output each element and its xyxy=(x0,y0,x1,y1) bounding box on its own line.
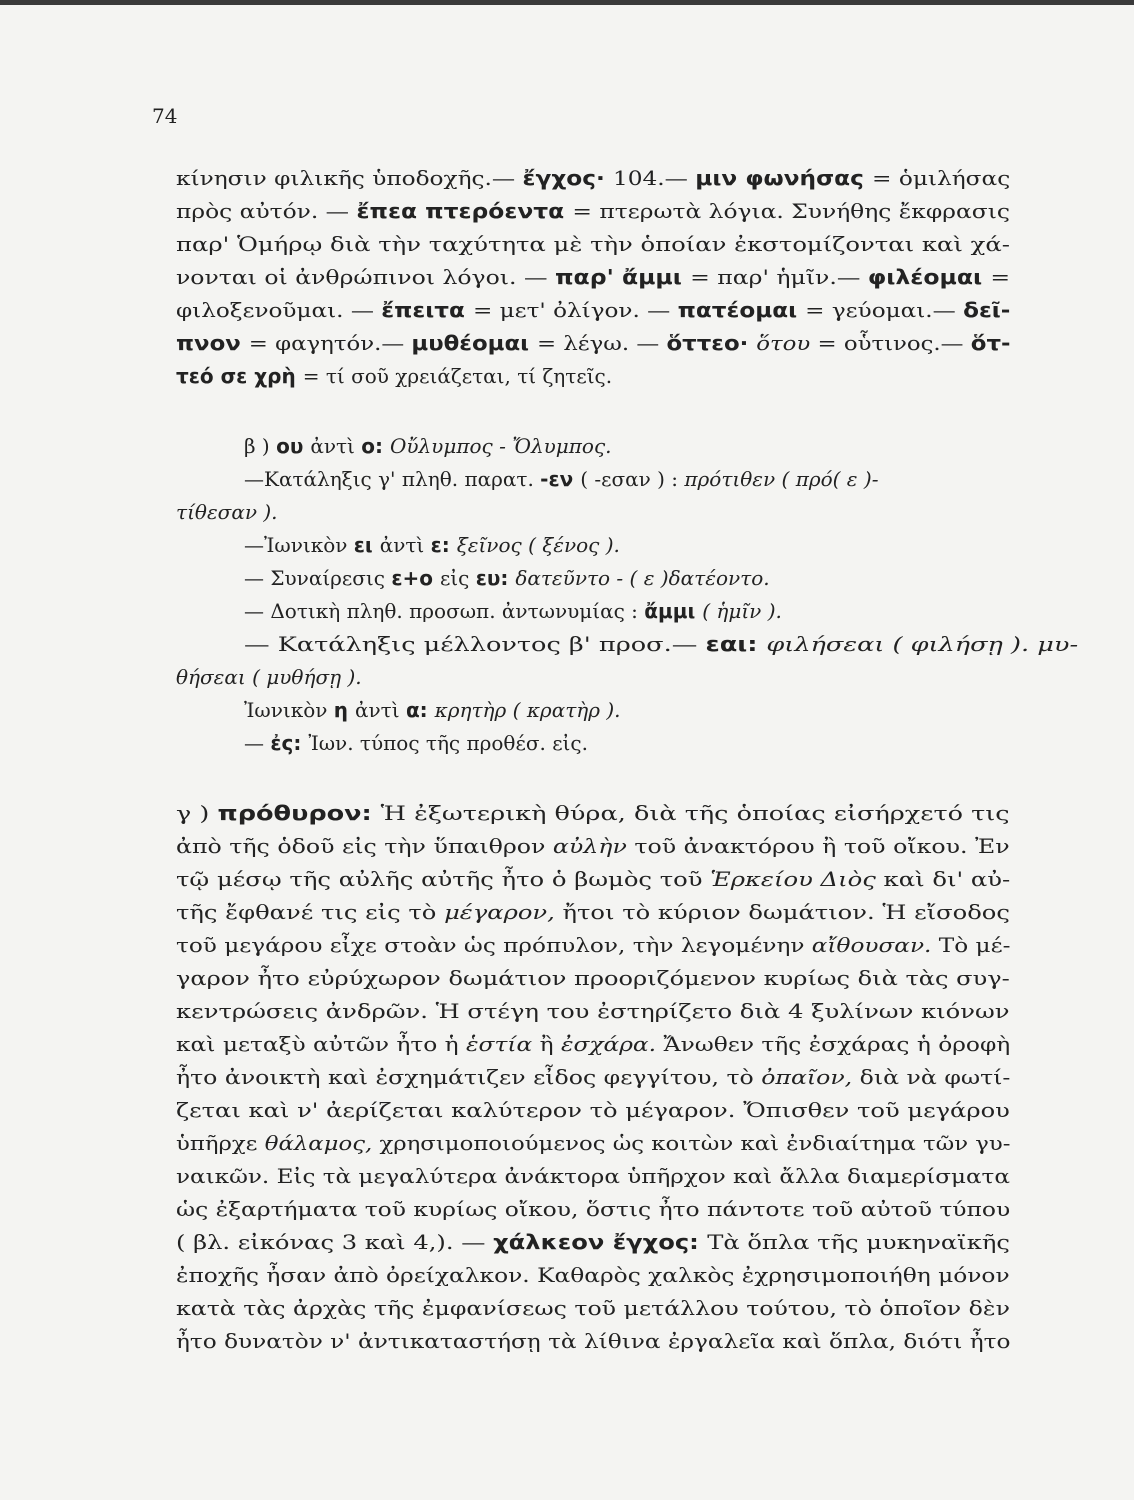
text-run: ὡς ἐξαρτήματα τοῦ κυρίως οἴκου, ὅστις ἦτο πάντοτε τοῦ αὐτοῦ τύπου xyxy=(176,1197,1011,1221)
text-run: = γεύομαι.— xyxy=(805,298,964,322)
text-run: Τὸ μέ- xyxy=(938,933,1011,957)
text-run: φιλοξενοῦμαι. — xyxy=(176,298,382,322)
text-run: Ἡ ἐξωτερικὴ θύρα, διὰ τῆς ὁποίας εἰσήρχετό τις xyxy=(380,801,1010,825)
italic-term: τίθεσαν ). xyxy=(176,500,278,524)
italic-term: θάλαμος, xyxy=(264,1131,380,1155)
text-run: γ ) xyxy=(176,801,218,825)
text-line xyxy=(176,1327,1010,1355)
text-run: κίνησιν φιλικῆς ὑποδοχῆς.— xyxy=(176,166,523,190)
italic-term: θήσεαι ( μυθήσῃ ). xyxy=(176,665,362,689)
text-line xyxy=(176,1195,1010,1223)
text-run: πρὸς αὐτόν. — xyxy=(176,199,357,223)
italic-term: Οὔλυμπος - Ὄλυμπος. xyxy=(389,434,612,458)
text-run: —Ἰωνικὸν xyxy=(244,533,354,557)
text-line xyxy=(176,197,1010,225)
text-run: = λέγω. — xyxy=(536,331,667,355)
text-run: τοῦ ἀνακτόρου ἢ τοῦ οἴκου. Ἐν xyxy=(634,834,1010,858)
page-number: 74 xyxy=(152,104,178,128)
text-line xyxy=(176,296,1010,324)
bold-term: ε+ο xyxy=(391,566,440,590)
text-line xyxy=(176,362,612,390)
bold-term: α: xyxy=(405,698,435,722)
text-run: ἦτο ἀνοικτὴ καὶ ἐσχημάτιζεν εἶδος φεγγίτου, τὸ xyxy=(176,1065,762,1089)
text-run: 104.— xyxy=(612,166,696,190)
text-run: Τὰ ὅπλα τῆς μυκηναϊκῆς xyxy=(707,1230,1010,1254)
italic-term: ἑστία xyxy=(466,1032,540,1056)
text-line xyxy=(176,997,1010,1025)
text-line xyxy=(176,799,1010,827)
text-run: ( -εσαν ) : xyxy=(580,467,685,491)
scan-top-edge xyxy=(0,0,1134,5)
text-run: — Κατάληξις μέλλοντος β' προσ.— xyxy=(244,632,706,656)
text-run: ἀντὶ xyxy=(310,434,362,458)
bold-term: παρ' ἄμμι xyxy=(554,265,691,289)
text-run: τοῦ μεγάρου εἶχε στοὰν ὡς πρόπυλον, τὴν λεγομένην xyxy=(176,933,812,957)
text-line xyxy=(176,964,1010,992)
text-run: τῷ μέσῳ τῆς αὐλῆς αὐτῆς ἦτο ὁ βωμὸς τοῦ xyxy=(176,867,711,891)
text-line xyxy=(176,329,1010,357)
text-run: β ) xyxy=(244,434,277,458)
italic-term: ( ἡμῖν ). xyxy=(702,599,782,623)
text-run: χρησιμοποιούμενος ὡς κοιτὼν καὶ ἐνδιαίτημα τῶν γυ- xyxy=(379,1131,1011,1155)
text-line xyxy=(244,465,878,493)
text-line xyxy=(244,630,1078,658)
italic-term: ξεῖνος ( ξένος ). xyxy=(456,533,620,557)
text-run: διὰ νὰ φωτί- xyxy=(859,1065,1011,1089)
text-run: τῆς ἔφθανέ τις εἰς τὸ xyxy=(176,900,445,924)
bold-term: φιλέομαι xyxy=(867,265,991,289)
text-run: Ἄνωθεν τῆς ἐσχάρας ἡ ὀροφὴ xyxy=(663,1032,1011,1056)
bold-term: τεό σε χρὴ xyxy=(176,364,303,388)
text-run: ἐποχῆς ἦσαν ἀπὸ ὀρείχαλκον. Καθαρὸς χαλκὸς ἐχρησιμοποιήθη μόνον xyxy=(176,1263,1010,1287)
bold-term: χάλκεον ἔγχος: xyxy=(493,1230,708,1254)
bold-term: ου xyxy=(276,434,311,458)
text-run: — Δοτικὴ πληθ. προσωπ. ἀντωνυμίας : xyxy=(244,599,645,623)
bold-term: δεῖ- xyxy=(963,298,1011,322)
text-run: — xyxy=(244,731,271,755)
text-line xyxy=(176,1294,1010,1322)
text-run: ἢ xyxy=(539,1032,561,1056)
text-run: ὑπῆρχε xyxy=(176,1131,265,1155)
bold-term: ο: xyxy=(361,434,390,458)
bold-term: -εν xyxy=(540,467,581,491)
text-line xyxy=(244,531,620,559)
text-line xyxy=(176,1030,1010,1058)
italic-term: Ἑρκείου Διὸς xyxy=(710,867,884,891)
text-run: ναικῶν. Εἰς τὰ μεγαλύτερα ἀνάκτορα ὑπῆρχον καὶ ἄλλα διαμερίσματα xyxy=(176,1164,1010,1188)
bold-term: μυθέομαι xyxy=(411,331,537,355)
text-run: εἰς xyxy=(439,566,476,590)
text-run: ζεται καὶ ν' ἀερίζεται καλύτερον τὸ μέγαρον. Ὄπισθεν τοῦ μεγάρου xyxy=(176,1098,1010,1122)
italic-term: κρητὴρ ( κρατὴρ ). xyxy=(434,698,621,722)
bold-term: ει xyxy=(353,533,380,557)
bold-term: ὅττεο· xyxy=(666,331,757,355)
text-run: ἤτοι τὸ κύριον δωμάτιον. Ἡ εἴσοδος xyxy=(562,900,1010,924)
text-line xyxy=(244,432,612,460)
bold-term: ἔγχος· xyxy=(522,166,613,190)
text-run: —Κατάληξις γ' πληθ. παρατ. xyxy=(244,467,541,491)
text-run: κεντρώσεις ἀνδρῶν. Ἡ στέγη του ἐστηρίζετο διὰ 4 ξυλίνων κιόνων xyxy=(176,999,1010,1023)
text-line xyxy=(244,696,621,724)
text-run: νονται οἱ ἀνθρώπινοι λόγοι. — xyxy=(176,265,555,289)
bold-term: η xyxy=(333,698,355,722)
bold-term: μιν φωνήσας xyxy=(695,166,872,190)
text-line xyxy=(244,729,588,757)
text-run: — Συναίρεσις xyxy=(244,566,392,590)
italic-term: αἴθουσαν. xyxy=(811,933,939,957)
text-run: = οὗτινος.— xyxy=(817,331,971,355)
text-run: Ἰων. τύπος τῆς προθέσ. εἰς. xyxy=(308,731,588,755)
italic-term: δατεῦντο - ( ε )δατέοντο. xyxy=(515,566,770,590)
text-line xyxy=(176,1261,1010,1289)
text-line xyxy=(176,498,278,526)
bold-term: ἄμμι xyxy=(644,599,703,623)
text-run: = πτερωτὰ λόγια. Συνήθης ἔκφρασις xyxy=(572,199,1010,223)
bold-term: ε: xyxy=(430,533,457,557)
bold-term: ὅτ- xyxy=(970,331,1011,355)
text-line xyxy=(176,1129,1010,1157)
text-run: = μετ' ὀλίγον. — xyxy=(472,298,678,322)
text-line xyxy=(176,1228,1010,1256)
text-run: καὶ δι' αὐ- xyxy=(883,867,1011,891)
italic-term: ὅτου xyxy=(756,331,818,355)
bold-term: εαι: xyxy=(705,632,767,656)
text-line xyxy=(176,865,1010,893)
text-line xyxy=(176,663,362,691)
text-run: καὶ μεταξὺ αὐτῶν ἦτο ἡ xyxy=(176,1032,467,1056)
text-run: ( βλ. εἰκόνας 3 καὶ 4,). — xyxy=(176,1230,494,1254)
text-line xyxy=(176,263,1010,291)
bold-term: ἔπειτα xyxy=(381,298,473,322)
text-run: παρ' Ὁμήρῳ διὰ τὴν ταχύτητα μὲ τὴν ὁποίαν ἐκστομίζονται καὶ χά- xyxy=(176,232,1010,256)
italic-term: ἐσχάρα. xyxy=(560,1032,664,1056)
italic-term: πρότιθεν ( πρό( ε )- xyxy=(684,467,879,491)
text-run: γαρον ἦτο εὐρύχωρον δωμάτιον προοριζόμενον κυρίως διὰ τὰς συγ- xyxy=(176,966,1010,990)
text-run: = xyxy=(990,265,1011,289)
text-run: ἀπὸ τῆς ὁδοῦ εἰς τὴν ὕπαιθρον xyxy=(176,834,553,858)
text-line xyxy=(176,1096,1010,1124)
text-line xyxy=(176,1162,1010,1190)
text-run: = τί σοῦ χρειάζεται, τί ζητεῖς. xyxy=(302,364,613,388)
italic-term: ὀπαῖον, xyxy=(761,1065,860,1089)
text-run: ἀντὶ xyxy=(355,698,406,722)
text-run: = παρ' ἡμῖν.— xyxy=(690,265,868,289)
italic-term: μέγαρον, xyxy=(444,900,563,924)
text-run: ἦτο δυνατὸν ν' ἀντικαταστήσῃ τὰ λίθινα ἐργαλεῖα καὶ ὅπλα, διότι ἦτο xyxy=(176,1329,1011,1353)
text-run: Ἰωνικὸν xyxy=(244,698,334,722)
bold-term: ἔπεα πτερόεντα xyxy=(356,199,573,223)
text-line xyxy=(176,1063,1010,1091)
text-run: = ὁμιλήσας xyxy=(871,166,1011,190)
bold-term: πνον xyxy=(176,331,249,355)
text-line xyxy=(176,164,1010,192)
bold-term: ευ: xyxy=(475,566,516,590)
text-line xyxy=(244,564,770,592)
bold-term: πρόθυρον: xyxy=(217,801,381,825)
bold-term: πατέομαι xyxy=(677,298,806,322)
text-line xyxy=(176,230,1010,258)
italic-term: αὐλὴν xyxy=(552,834,635,858)
text-line xyxy=(176,832,1010,860)
text-line xyxy=(244,597,782,625)
text-line xyxy=(176,931,1010,959)
bold-term: ἐς: xyxy=(270,731,309,755)
text-line xyxy=(176,898,1010,926)
text-run: = φαγητόν.— xyxy=(248,331,412,355)
italic-term: φιλήσεαι ( φιλήσῃ ). μυ- xyxy=(766,632,1079,656)
text-run: ἀντὶ xyxy=(379,533,431,557)
text-run: κατὰ τὰς ἀρχὰς τῆς ἐμφανίσεως τοῦ μετάλλου τούτου, τὸ ὁποῖον δὲν xyxy=(176,1296,1010,1320)
